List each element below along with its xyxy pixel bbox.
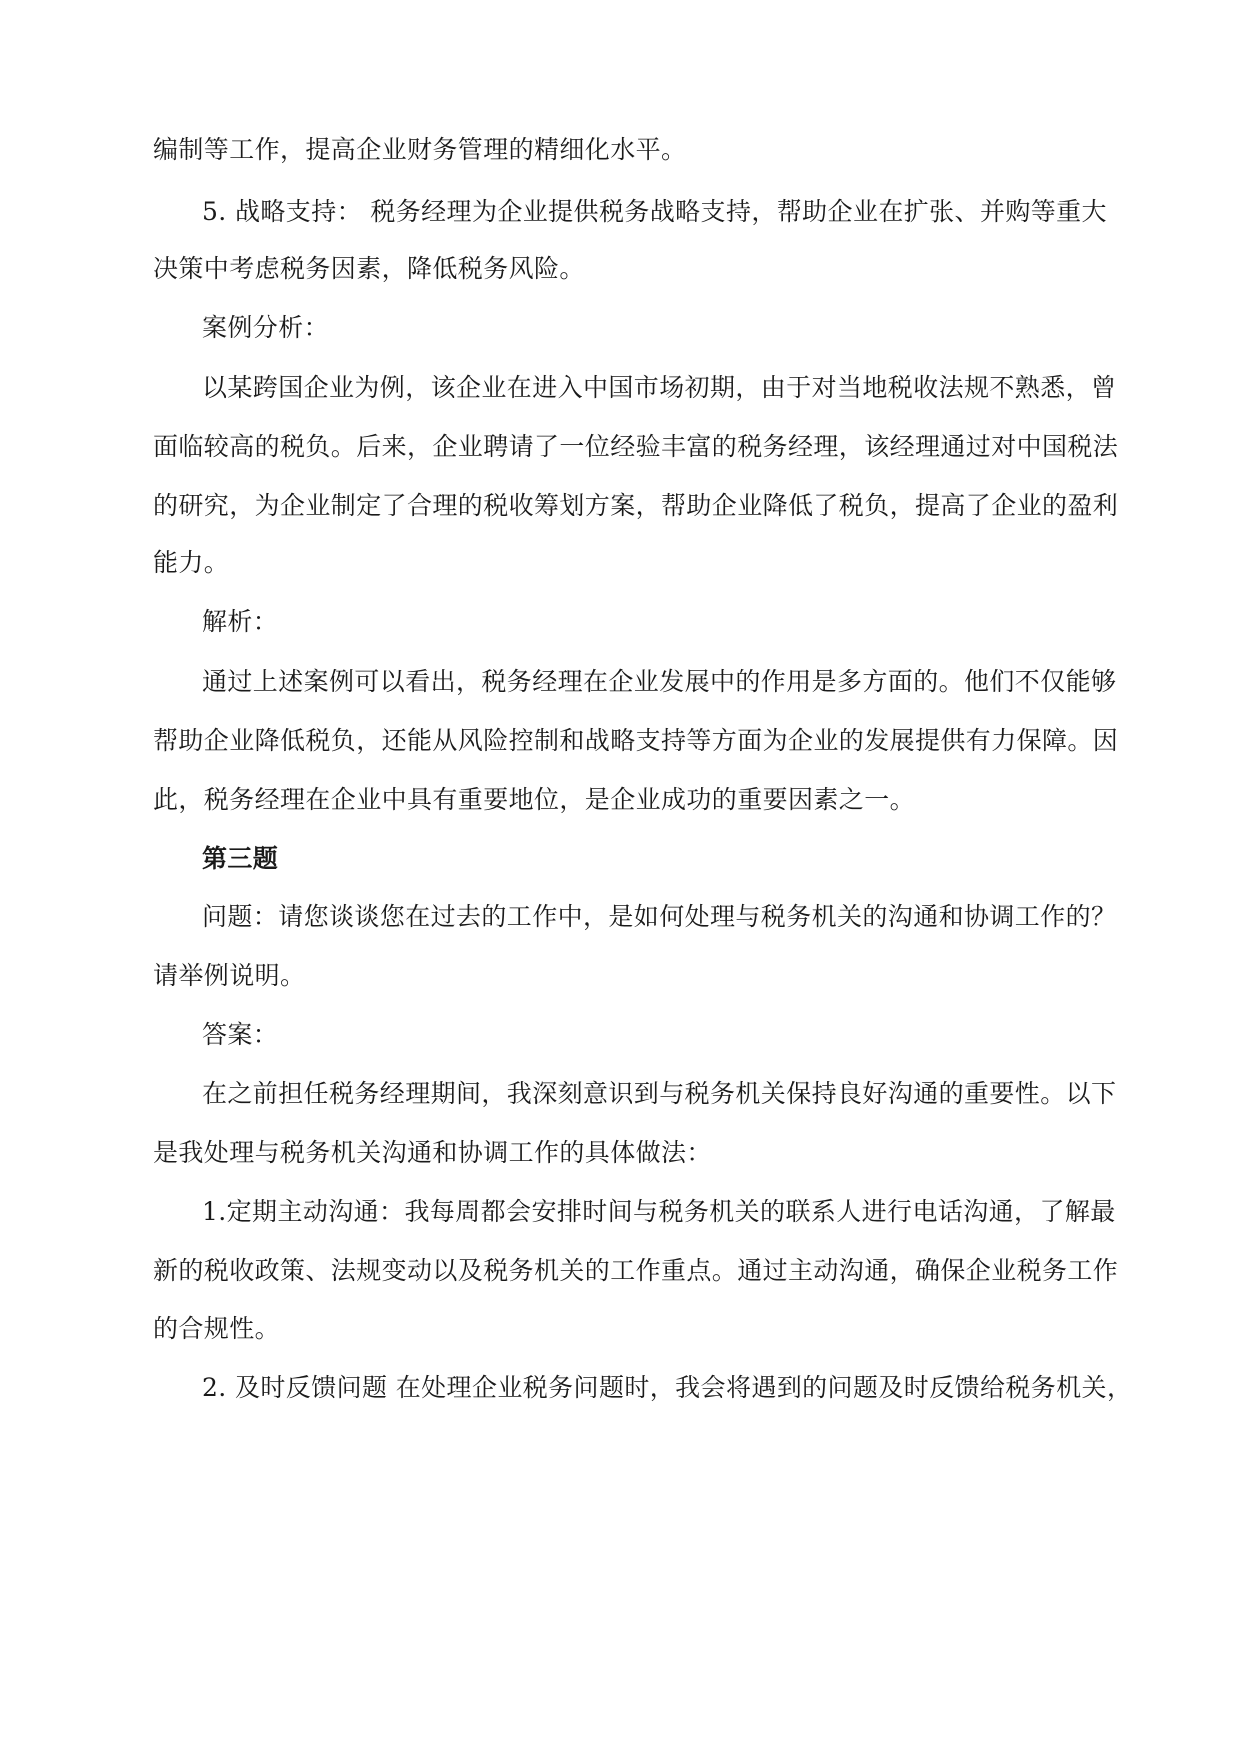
text-line: 以某跨国企业为例，该企业在进入中国市场初期，由于对当地税收法规不熟悉，曾	[202, 373, 1117, 402]
text-line: 帮助企业降低税负，还能从风险控制和战略支持等方面为企业的发展提供有力保障。因	[153, 726, 1119, 755]
answer-text: 是我处理与税务机关沟通和协调工作的具体做法：	[153, 1138, 712, 1167]
answer-point-one: 1.定期主动沟通：我每周都会安排时间与税务机关的联系人进行电话沟通，了解最	[202, 1197, 1116, 1226]
text-line: 此，税务经理在企业中具有重要地位，是企业成功的重要因素之一。	[153, 785, 916, 814]
question-text: 问题：请您谈谈您在过去的工作中，是如何处理与税务机关的沟通和协调工作的？	[202, 902, 1117, 931]
text-line: 决策中考虑税务因素，降低税务风险。	[153, 254, 585, 283]
section-label-analysis: 解析：	[202, 607, 279, 636]
answer-text: 在之前担任税务经理期间，我深刻意识到与税务机关保持良好沟通的重要性。以下	[202, 1079, 1117, 1108]
question-text: 请举例说明。	[153, 961, 306, 990]
text-line-strategy-support: 5. 战略支持： 税务经理为企业提供税务战略支持，帮助企业在扩张、并购等重大	[202, 197, 1107, 226]
section-label-answer: 答案：	[202, 1020, 279, 1049]
section-heading-question-three: 第三题	[202, 844, 279, 873]
answer-text: 新的税收政策、法规变动以及税务机关的工作重点。通过主动沟通，确保企业税务工作	[153, 1256, 1119, 1285]
text-line: 能力。	[153, 548, 230, 577]
text-line: 的研究，为企业制定了合理的税收筹划方案，帮助企业降低了税负，提高了企业的盈利	[153, 491, 1119, 520]
text-line: 通过上述案例可以看出，税务经理在企业发展中的作用是多方面的。他们不仅能够	[202, 667, 1117, 696]
answer-point-two: 2. 及时反馈问题 在处理企业税务问题时，我会将遇到的问题及时反馈给税务机关，	[202, 1373, 1133, 1402]
answer-text: 的合规性。	[153, 1314, 281, 1343]
text-line: 面临较高的税负。后来，企业聘请了一位经验丰富的税务经理，该经理通过对中国税法	[153, 432, 1119, 461]
section-label-case-analysis: 案例分析：	[202, 313, 330, 342]
text-line-continuation: 编制等工作，提高企业财务管理的精细化水平。	[153, 135, 687, 164]
